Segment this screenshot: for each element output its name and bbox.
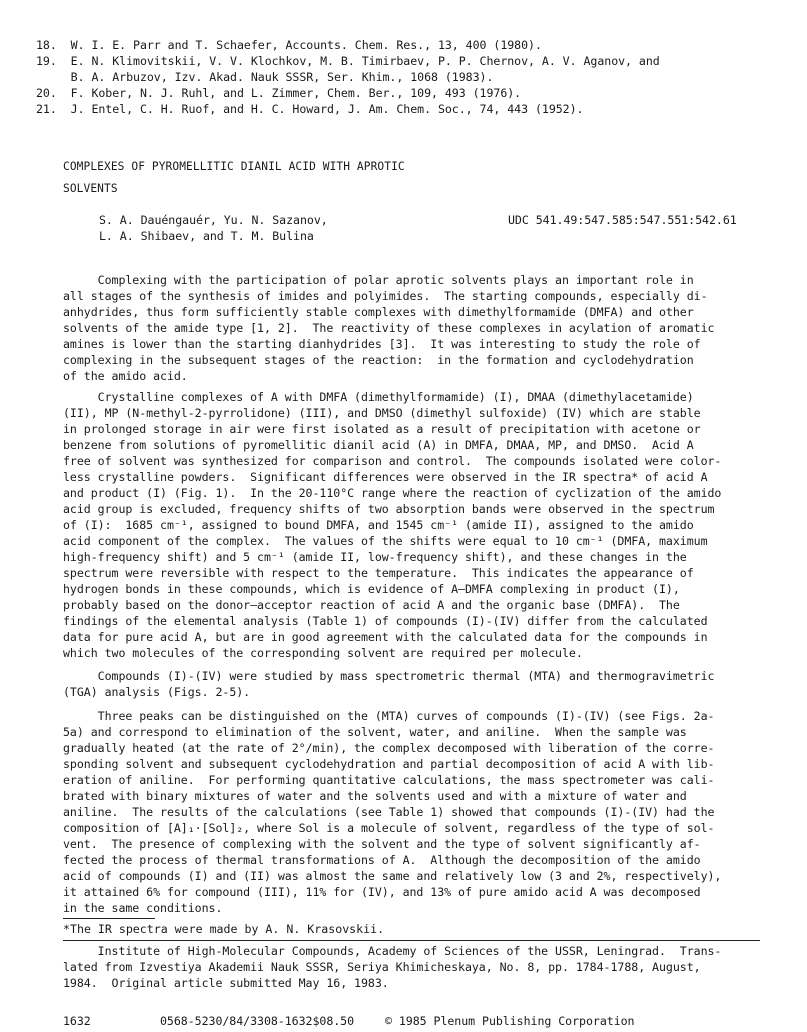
reference-21: 21. J. Entel, C. H. Ruof, and H. C. Howard, J. Am. Chem. Soc., 74, 443 (1952). bbox=[36, 102, 584, 116]
text-line: spectrum were reversible with respect to the temperature. This indicates the appearance of bbox=[63, 566, 694, 580]
reference-18: 18. W. I. E. Parr and T. Schaefer, Accounts. Chem. Res., 13, 400 (1980). bbox=[36, 38, 542, 52]
copyright: © 1985 Plenum Publishing Corporation bbox=[385, 1014, 635, 1028]
text-line: benzene from solutions of pyromellitic dianil acid (A) in DMFA, DMAA, MP, and DMSO. Acid A bbox=[63, 438, 694, 452]
text-line: data for pure acid A, but are in good agreement with the calculated data for the compounds in bbox=[63, 630, 708, 644]
text-line: eration of aniline. For performing quantitative calculations, the mass spectrometer was cali- bbox=[63, 773, 715, 787]
text-line: anhydrides, thus form sufficiently stable complexes with dimethylformamide (DMFA) and other bbox=[63, 305, 694, 319]
text-line: complexing in the subsequent stages of the reaction: in the formation and cyclodehydration bbox=[63, 353, 694, 367]
text-line: it attained 6% for compound (III), 11% for (IV), and 13% of pure amido acid A was decomposed bbox=[63, 885, 701, 899]
text-line: sponding solvent and subsequent cyclodehydration and partial decomposition of acid A with lib- bbox=[63, 757, 715, 771]
text-line: acid group is excluded, frequency shifts of two absorption bands were observed in the spectrum bbox=[63, 502, 715, 516]
text-line: brated with binary mixtures of water and the solvents used and with a mixture of water and bbox=[63, 789, 687, 803]
reference-20: 20. F. Kober, N. J. Ruhl, and L. Zimmer, Chem. Ber., 109, 493 (1976). bbox=[36, 86, 522, 100]
footnote: *The IR spectra were made by A. N. Krasovskii. bbox=[63, 922, 385, 936]
authors-line-2: L. A. Shibaev, and T. M. Bulina bbox=[99, 229, 314, 243]
section-rule bbox=[63, 940, 760, 941]
text-line: fected the process of thermal transformations of A. Although the decomposition of the amido bbox=[63, 853, 701, 867]
text-line: (II), MP (N-methyl-2-pyrrolidone) (III), and DMSO (dimethyl sulfoxide) (IV) which are stable bbox=[63, 406, 701, 420]
text-line: gradually heated (at the rate of 2°/min), the complex decomposed with liberation of the corre- bbox=[63, 741, 715, 755]
reference-19: 19. E. N. Klimovitskii, V. V. Klochkov, M. B. Timirbaev, P. P. Chernov, A. V. Aganov, and bbox=[36, 54, 660, 68]
text-line: amines is lower than the starting dianhydrides [3]. It was interesting to study the role of bbox=[63, 337, 701, 351]
article-title-line-1: COMPLEXES OF PYROMELLITIC DIANIL ACID WITH APROTIC bbox=[63, 160, 405, 173]
text-line: aniline. The results of the calculations (see Table 1) showed that compounds (I)-(IV) had the bbox=[63, 805, 715, 819]
text-line: Complexing with the participation of polar aprotic solvents plays an important role in bbox=[63, 273, 694, 287]
text-line: of the amido acid. bbox=[63, 369, 188, 383]
text-line: acid component of the complex. The values of the shifts were equal to 10 cm⁻¹ (DMFA, maximum bbox=[63, 534, 708, 548]
text-line: free of solvent was synthesized for comparison and control. The compounds isolated were color- bbox=[63, 454, 722, 468]
udc-code: UDC 541.49:547.585:547.551:542.61 bbox=[508, 213, 737, 227]
text-line: Institute of High-Molecular Compounds, Academy of Sciences of the USSR, Leningrad. Trans- bbox=[63, 944, 722, 958]
text-line: in prolonged storage in air were first isolated as a result of precipitation with acetone or bbox=[63, 422, 701, 436]
text-line: Crystalline complexes of A with DMFA (dimethylformamide) (I), DMAA (dimethylacetamide) bbox=[63, 390, 694, 404]
text-line: composition of [A]₁·[Sol]₂, where Sol is a molecule of solvent, regardless of the type of sol- bbox=[63, 821, 715, 835]
text-line: solvents of the amide type [1, 2]. The reactivity of these complexes in acylation of aromatic bbox=[63, 321, 715, 335]
text-line: (TGA) analysis (Figs. 2-5). bbox=[63, 685, 251, 699]
text-line: all stages of the synthesis of imides and polyimides. The starting compounds, especially di- bbox=[63, 289, 708, 303]
text-line: probably based on the donor—acceptor reaction of acid A and the organic base (DMFA). The bbox=[63, 598, 680, 612]
text-line: which two molecules of the corresponding solvent are required per molecule. bbox=[63, 646, 583, 660]
text-line: in the same conditions. bbox=[63, 901, 223, 915]
text-line: hydrogen bonds in these compounds, which is evidence of A—DMFA complexing in product (I), bbox=[63, 582, 680, 596]
text-line: less crystalline powders. Significant differences were observed in the IR spectra* of acid A bbox=[63, 470, 708, 484]
text-line: vent. The presence of complexing with the solvent and the type of solvent significantly af- bbox=[63, 837, 701, 851]
authors-line-1: S. A. Dauéngauér, Yu. N. Sazanov, bbox=[99, 213, 328, 227]
text-line: and product (I) (Fig. 1). In the 20-110°C range where the reaction of cyclization of the amido bbox=[63, 486, 722, 500]
text-line: findings of the elemental analysis (Table 1) of compounds (I)-(IV) differ from the calculated bbox=[63, 614, 708, 628]
text-line: acid of compounds (I) and (II) was almost the same and relatively low (3 and 2%, respectively), bbox=[63, 869, 722, 883]
article-title-line-2: SOLVENTS bbox=[63, 182, 118, 195]
text-line: lated from Izvestiya Akademii Nauk SSSR, Seriya Khimicheskaya, No. 8, pp. 1784-1788, August, bbox=[63, 960, 701, 974]
reference-19-cont: B. A. Arbuzov, Izv. Akad. Nauk SSSR, Ser. Khim., 1068 (1983). bbox=[36, 70, 494, 84]
footnote-rule bbox=[63, 918, 155, 919]
page-number: 1632 bbox=[63, 1014, 91, 1028]
text-line: high-frequency shift) and 5 cm⁻¹ (amide II, low-frequency shift), and these changes in the bbox=[63, 550, 687, 564]
text-line: Three peaks can be distinguished on the (MTA) curves of compounds (I)-(IV) (see Figs. 2a- bbox=[63, 709, 715, 723]
article-code: 0568-5230/84/3308-1632$08.50 bbox=[160, 1014, 355, 1028]
text-line: 5a) and correspond to elimination of the solvent, water, and aniline. When the sample was bbox=[63, 725, 687, 739]
text-line: 1984. Original article submitted May 16, 1983. bbox=[63, 976, 389, 990]
text-line: Compounds (I)-(IV) were studied by mass spectrometric thermal (MTA) and thermogravimetric bbox=[63, 669, 715, 683]
text-line: of (I): 1685 cm⁻¹, assigned to bound DMFA, and 1545 cm⁻¹ (amide II), assigned to the amido bbox=[63, 518, 694, 532]
